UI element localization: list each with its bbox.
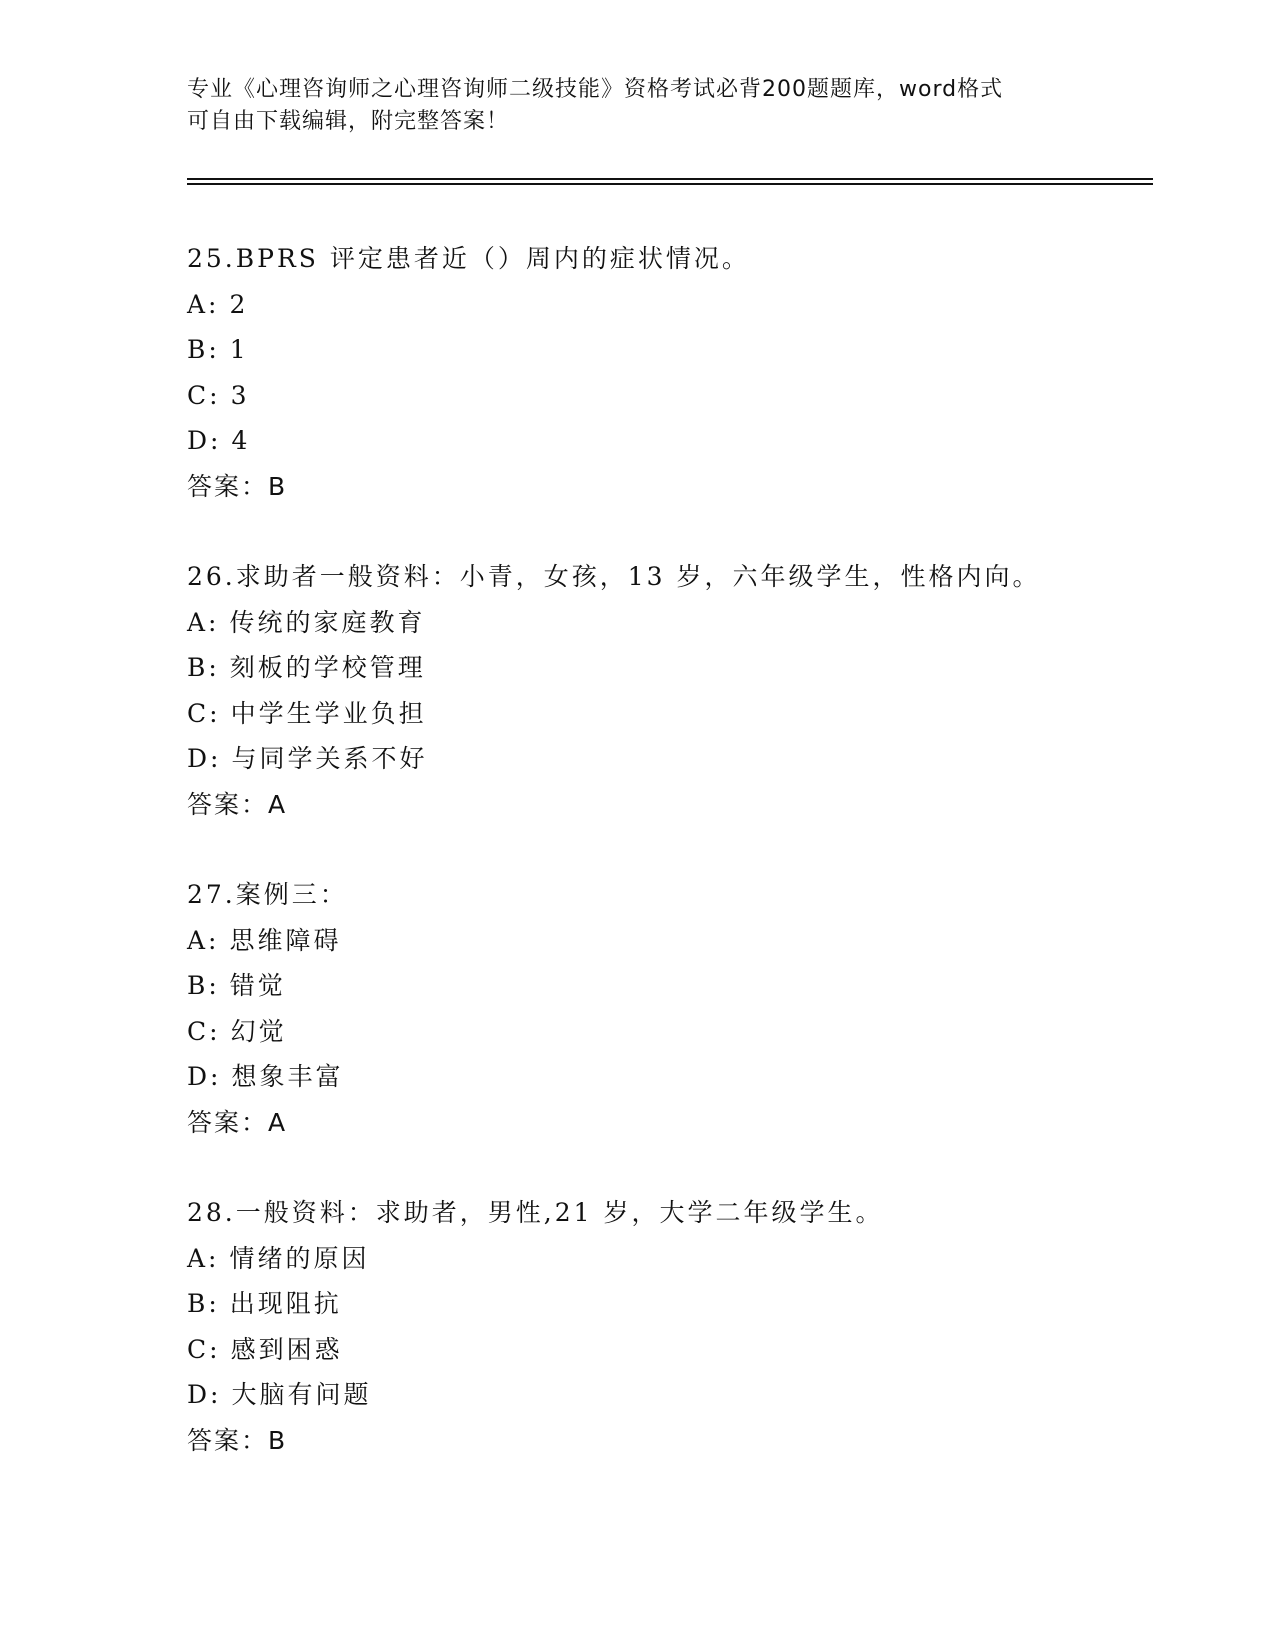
- answer: 答案：B: [187, 1425, 288, 1455]
- option-text: 出现阻抗: [229, 1289, 342, 1318]
- question-stem: 25.BPRS 评定患者近（）周内的症状情况。: [187, 244, 750, 273]
- option-b: [187, 963, 1147, 1009]
- document-header: [187, 74, 1067, 138]
- option-key: C:: [187, 1016, 221, 1046]
- header-divider-bottom: [187, 183, 1153, 185]
- option-b: [187, 1281, 1147, 1327]
- option-text: 与同学关系不好: [231, 744, 428, 773]
- option-text: 思维障碍: [229, 925, 342, 955]
- answer: 答案：B: [187, 471, 288, 501]
- question-stem: 27.案例三：: [187, 880, 348, 909]
- option-text: 3: [230, 380, 250, 410]
- header-divider-top: [187, 178, 1153, 180]
- option-a: [187, 600, 1147, 646]
- option-d: [187, 1372, 1147, 1418]
- option-key: D:: [187, 426, 222, 455]
- option-c: [187, 1327, 1147, 1373]
- option-d: [187, 1054, 1147, 1100]
- option-text: 感到困惑: [230, 1334, 343, 1364]
- option-a: [187, 1236, 1147, 1282]
- answer: 答案：A: [187, 1107, 288, 1137]
- question-28: [187, 1190, 1147, 1463]
- option-text: 幻觉: [230, 1016, 287, 1046]
- option-key: C:: [187, 1334, 221, 1364]
- option-c: [187, 373, 1147, 419]
- option-key: D:: [187, 1062, 222, 1091]
- option-text: 错觉: [229, 971, 286, 1000]
- option-key: D:: [187, 1380, 222, 1409]
- question-stem: 26.求助者一般资料：小青，女孩，13 岁，六年级学生，性格内向。: [187, 562, 1041, 591]
- question-26: [187, 554, 1147, 827]
- option-b: [187, 327, 1147, 373]
- option-key: A:: [187, 289, 220, 319]
- option-key: C:: [187, 380, 221, 410]
- option-text: 4: [231, 426, 251, 455]
- option-key: C:: [187, 698, 221, 728]
- option-text: 2: [229, 289, 249, 319]
- option-a: [187, 918, 1147, 964]
- header-line-1: 专业《心理咨询师之心理咨询师二级技能》资格考试必背200题题库，word格式: [187, 77, 1004, 102]
- option-b: [187, 645, 1147, 691]
- option-text: 情绪的原因: [229, 1243, 370, 1273]
- question-27: [187, 872, 1147, 1145]
- option-key: B:: [187, 335, 220, 364]
- option-text: 中学生学业负担: [230, 698, 427, 728]
- option-a: [187, 282, 1147, 328]
- question-stem: 28.一般资料：求助者，男性,21 岁，大学二年级学生。: [187, 1198, 884, 1227]
- option-key: A:: [187, 607, 220, 637]
- option-key: D:: [187, 744, 222, 773]
- option-text: 传统的家庭教育: [229, 607, 426, 637]
- question-25: [187, 236, 1147, 509]
- option-key: A:: [187, 925, 220, 955]
- option-d: [187, 418, 1147, 464]
- option-c: [187, 1009, 1147, 1055]
- option-c: [187, 691, 1147, 737]
- option-d: [187, 736, 1147, 782]
- option-text: 1: [229, 335, 249, 364]
- option-key: A:: [187, 1243, 220, 1273]
- option-text: 大脑有问题: [231, 1380, 372, 1409]
- option-text: 刻板的学校管理: [229, 653, 426, 682]
- option-key: B:: [187, 653, 220, 682]
- option-text: 想象丰富: [231, 1062, 344, 1091]
- answer: 答案：A: [187, 789, 288, 819]
- header-line-2: 可自由下载编辑，附完整答案！: [187, 109, 510, 134]
- option-key: B:: [187, 1289, 220, 1318]
- option-key: B:: [187, 971, 220, 1000]
- question-list: [187, 236, 1147, 1508]
